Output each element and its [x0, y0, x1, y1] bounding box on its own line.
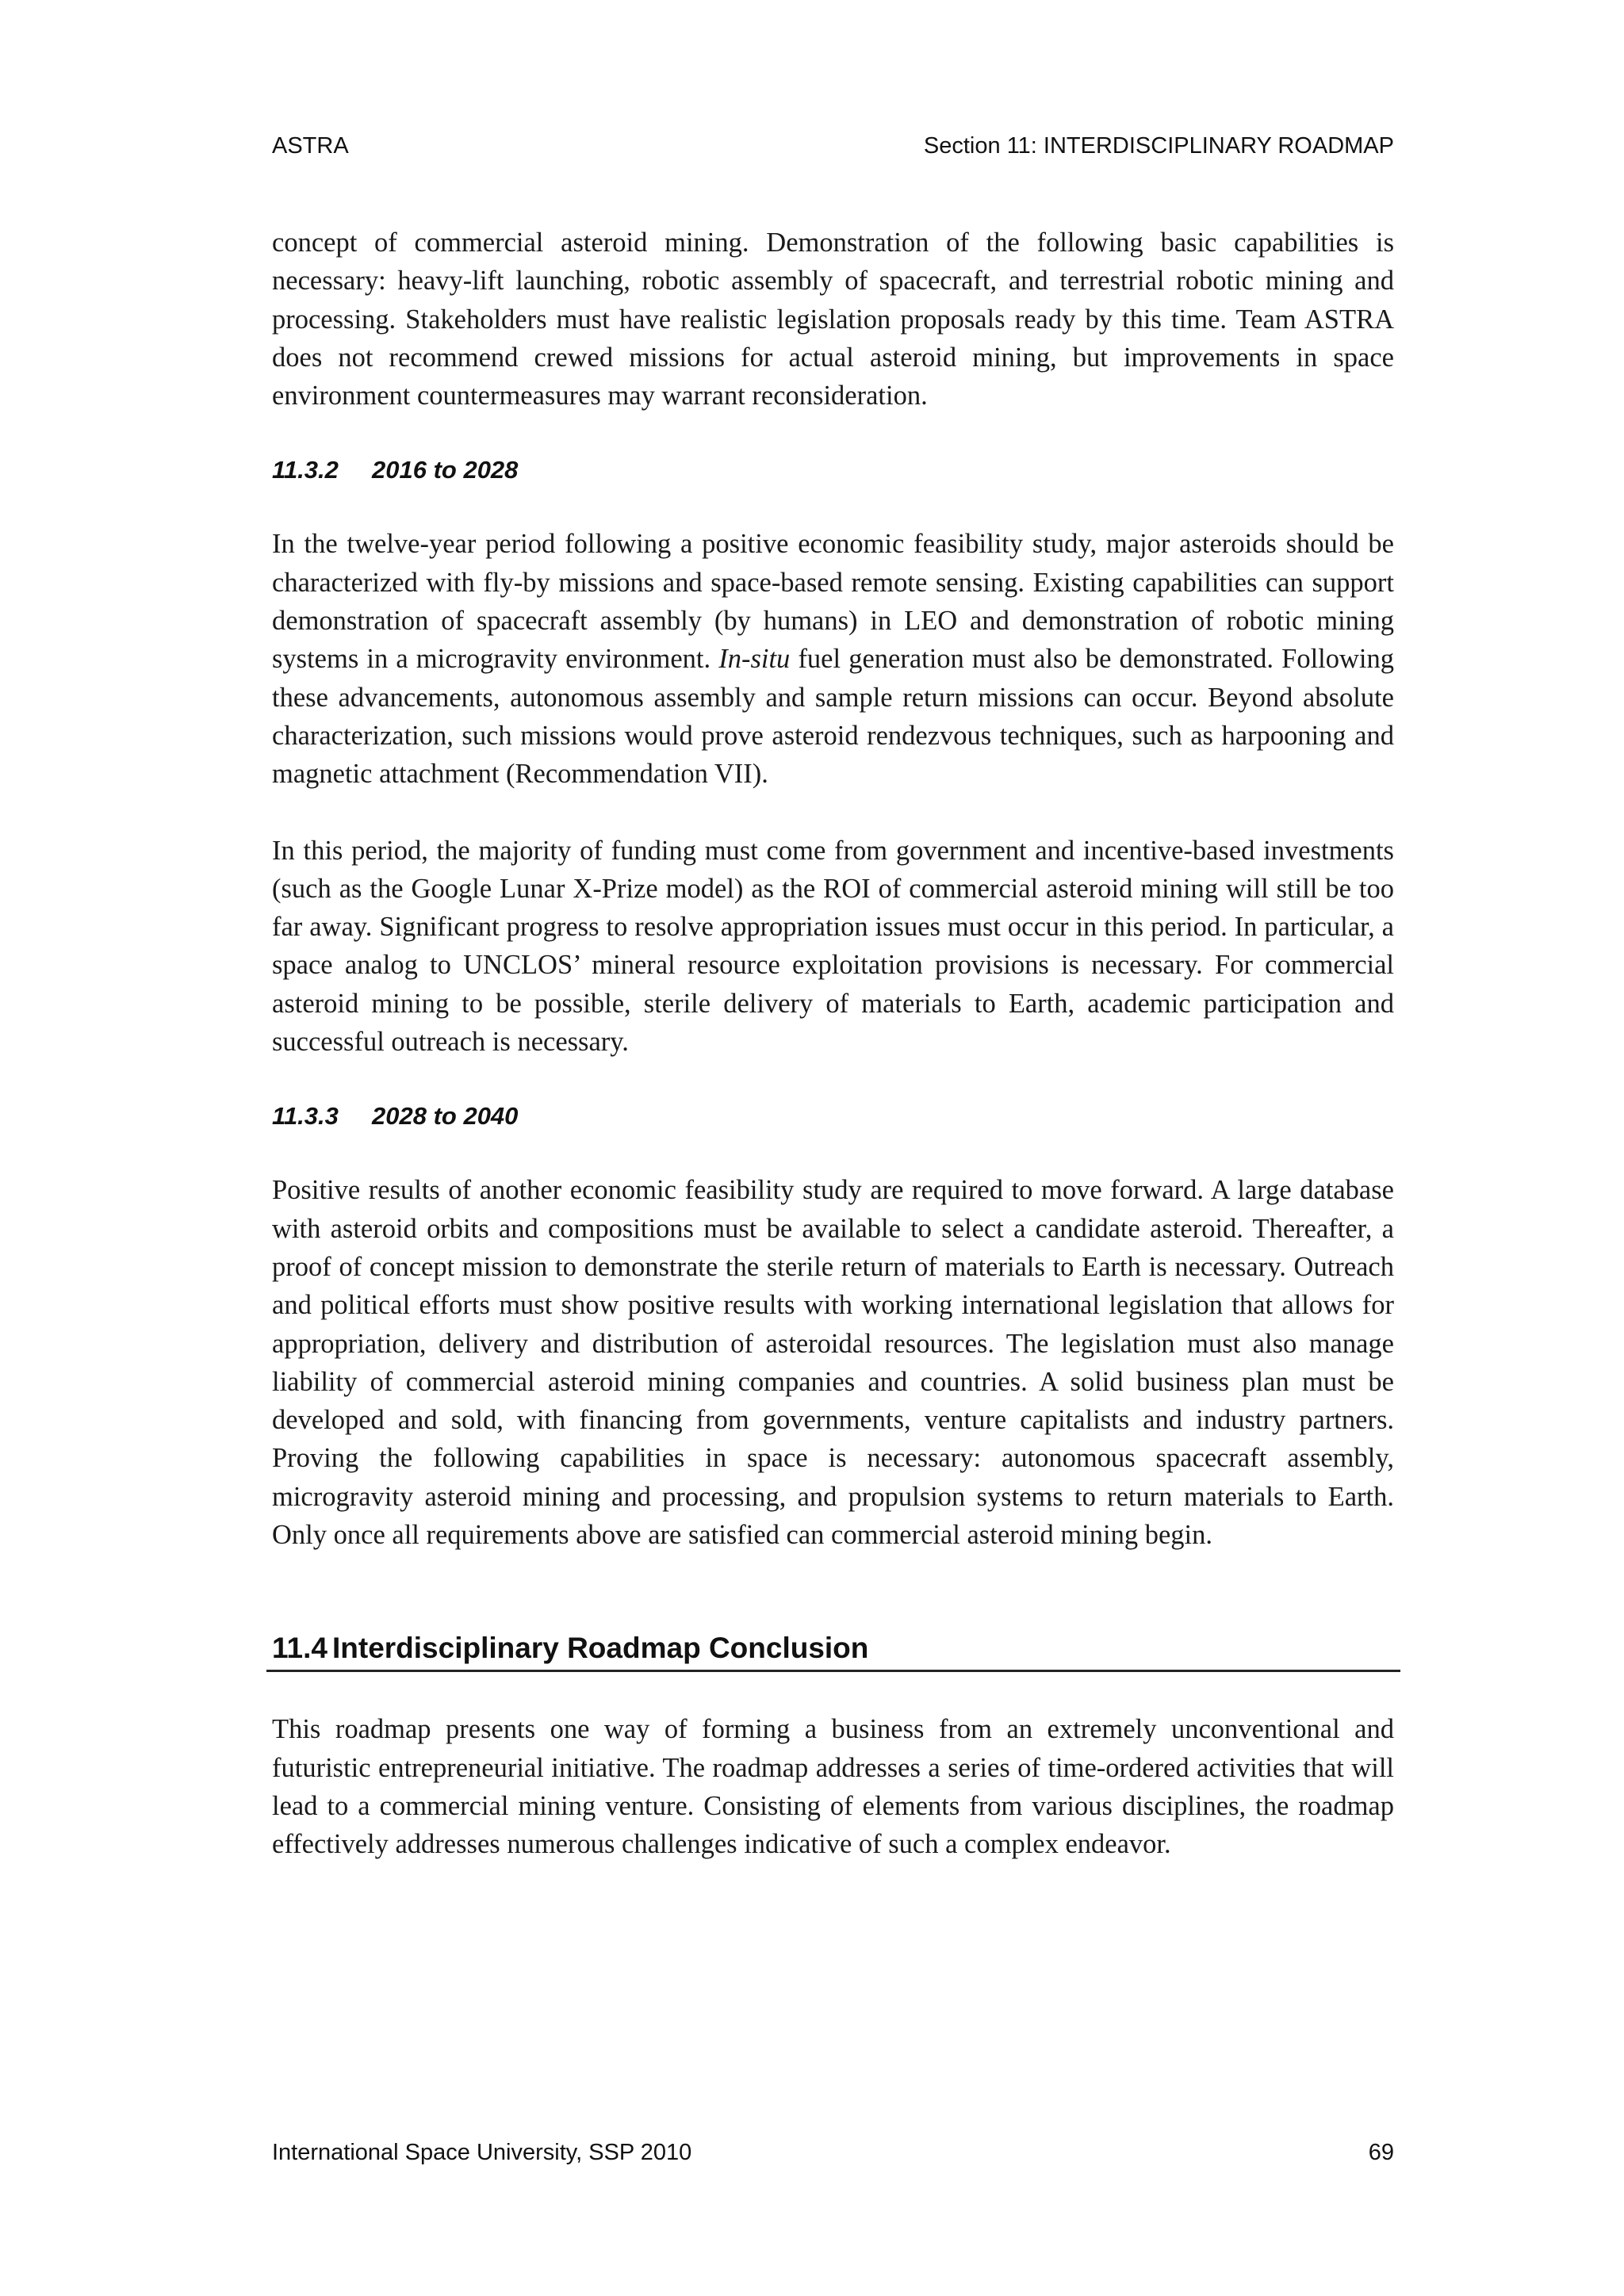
intro-paragraph: concept of commercial asteroid mining. Demonstration of the following basic capabilities is necessary: heavy-lift launching, robotic assembly of spacecraft, and terrestrial robotic mining and processing. Stakeholders must have realistic legislation proposals ready by this time. Team ASTRA does not recommend crewed missions for actual asteroid mining, but improvements in space environment countermeasures may warrant reconsideration.	[272, 228, 1394, 411]
section-number: 11.4	[272, 1632, 327, 1665]
paragraph-11-3-3-1: Positive results of another economic feasibility study are required to move forward. A large database with asteroid orbits and compositions must be available to select a candidate asteroid. Thereafter, a proof of concept mission to demonstrate the sterile return of materials to Earth is necessary. Outreach and political efforts must show positive results with working international legislation that allows for appropriation, delivery and distribution of asteroidal resources. The legislation must also manage liability of commercial asteroid mining companies and countries. A solid business plan must be developed and sold, with financing from governments, venture capitalists and industry partners. Proving the following capabilities in space is necessary: autonomous spacecraft assembly, microgravity asteroid mining and processing, and propulsion systems to return materials to Earth. Only once all requirements above are satisfied can commercial asteroid mining begin.	[272, 1175, 1394, 1551]
paragraph-11-3-2-1	[272, 525, 1394, 793]
paragraph-11-4-1: This roadmap presents one way of forming a business from an extremely unconventional and futuristic entrepreneurial initiative. The roadmap addresses a series of time-ordered activities that will lead to a commercial mining venture. Consisting of elements from various disciplines, the roadmap effectively addresses numerous challenges indicative of such a complex endeavor.	[272, 1714, 1394, 1860]
subsection-number: 11.3.3	[272, 1102, 339, 1131]
subsection-number: 11.3.2	[272, 456, 339, 484]
page-number: 69	[1368, 2140, 1394, 2165]
paragraph-text: In the twelve-year period following a positive economic feasibility study, major asteroids should be characterized with fly-by missions and space-based remote sensing. Existing capabilities can support demonstration of spacecraft assembly (by humans) in LEO and demonstration of robotic mining systems in a microgravity environment.	[272, 529, 1394, 675]
paragraph-text: fuel generation must also be demonstrated. Following these advancements, autonomous assembly and sample return missions can occur. Beyond absolute characterization, such missions would prove asteroid rendezvous techniques, such as harpooning and magnetic attachment (Recommendation VII).	[272, 644, 1394, 790]
subsection-title: 2028 to 2040	[372, 1102, 519, 1131]
header-right: Section 11: INTERDISCIPLINARY ROADMAP	[923, 133, 1394, 159]
section-heading-11-4	[266, 1630, 1400, 1672]
running-header	[272, 133, 1394, 168]
footer-left: International Space University, SSP 2010	[272, 2140, 692, 2165]
page-body	[272, 224, 1394, 1864]
section-title: Interdisciplinary Roadmap Conclusion	[332, 1632, 869, 1665]
paragraph-11-3-2-2: In this period, the majority of funding must come from government and incentive-based investments (such as the Google Lunar X-Prize model) as the ROI of commercial asteroid mining will still be too far away. Significant progress to resolve appropriation issues must occur in this period. In particular, a space analog to UNCLOS’ mineral resource exploitation provisions is necessary. For commercial asteroid mining to be possible, sterile delivery of materials to Earth, academic participation and successful outreach is necessary.	[272, 835, 1394, 1058]
subsection-heading-11-3-3	[272, 1099, 1394, 1134]
header-left: ASTRA	[272, 133, 349, 159]
paragraph-italic-text: In-situ	[718, 644, 791, 675]
running-footer	[272, 2140, 1394, 2175]
subsection-title: 2016 to 2028	[372, 456, 519, 484]
subsection-heading-11-3-2	[272, 453, 1394, 488]
